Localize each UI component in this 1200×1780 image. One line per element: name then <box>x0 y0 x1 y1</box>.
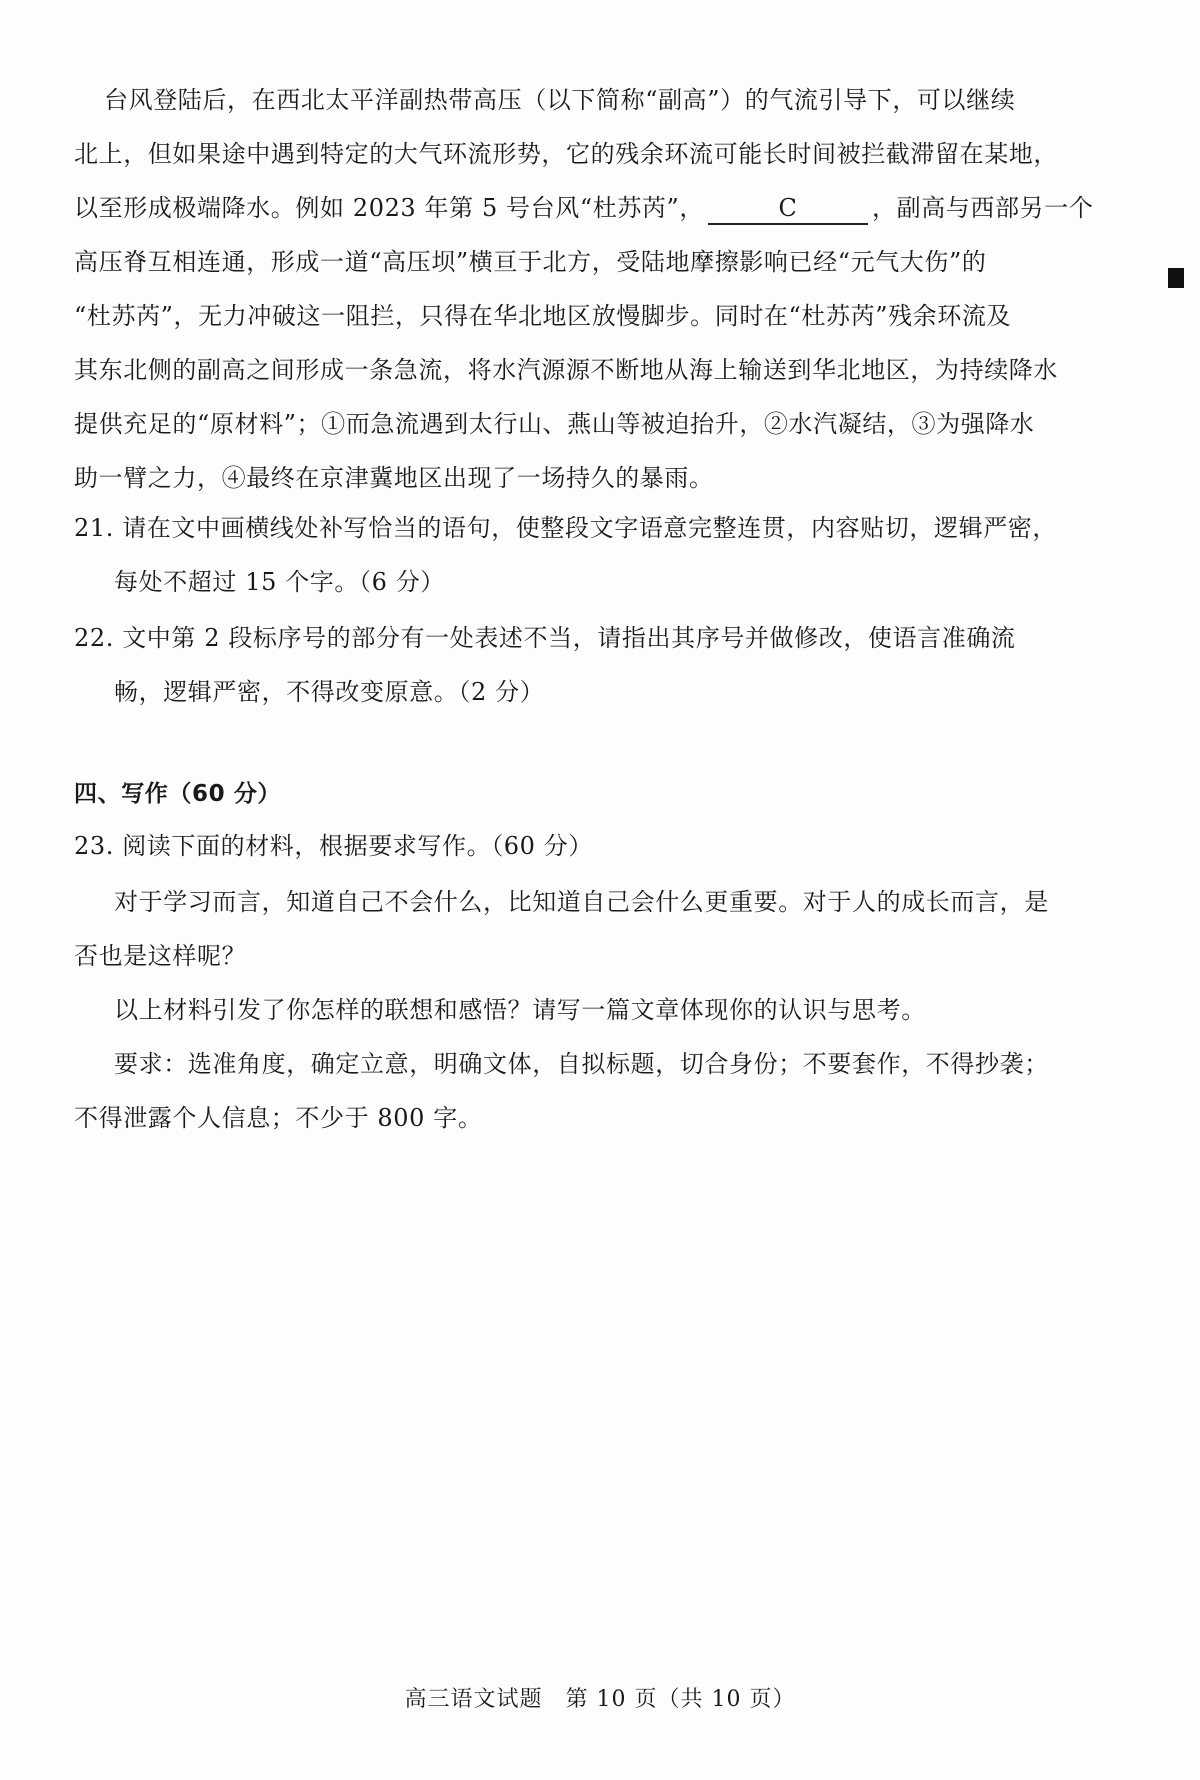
passage-line-3-head: 以至形成极端降水。例如 2023 年第 5 号台风“杜苏芮”， <box>74 194 705 222</box>
material-line-1: 对于学习而言，知道自己不会什么，比知道自己会什么更重要。对于人的成长而言，是 <box>114 888 1049 916</box>
requirements-line-1: 要求：选准角度，确定立意，明确文体，自拟标题，切合身份；不要套作，不得抄袭； <box>114 1050 1049 1078</box>
passage-line-5: “杜苏芮”，无力冲破这一阻拦，只得在华北地区放慢脚步。同时在“杜苏芮”残余环流及 <box>74 302 1012 330</box>
passage-line-7: 提供充足的“原材料”；①而急流遇到太行山、燕山等被迫抬升，②水汽凝结，③为强降水 <box>74 410 1035 438</box>
passage-line-6: 其东北侧的副高之间形成一条急流，将水汽源源不断地从海上输送到华北地区，为持续降水 <box>74 356 1058 384</box>
section-title-writing: 四、写作（60 分） <box>74 781 282 807</box>
passage-line-2: 北上，但如果途中遇到特定的大气环流形势，它的残余环流可能长时间被拦截滞留在某地， <box>74 140 1058 168</box>
passage-line-1: 台风登陆后，在西北太平洋副热带高压（以下简称“副高”）的气流引导下，可以继续 <box>104 86 1016 114</box>
question-22-line-1: 22. 文中第 2 段标序号的部分有一处表述不当，请指出其序号并做修改，使语言准确流 <box>74 624 1016 652</box>
question-22-line-2: 畅，逻辑严密，不得改变原意。（2 分） <box>114 678 545 706</box>
material-line-2: 否也是这样呢？ <box>74 942 247 970</box>
passage-line-3-tail: ，副高与西部另一个 <box>872 194 1094 222</box>
margin-marker <box>1168 268 1184 288</box>
passage-line-8: 助一臂之力，④最终在京津冀地区出现了一场持久的暴雨。 <box>74 464 714 492</box>
requirements-line-2: 不得泄露个人信息；不少于 800 字。 <box>74 1104 483 1132</box>
passage-line-4: 高压脊互相连通，形成一道“高压坝”横亘于北方，受陆地摩擦影响已经“元气大伤”的 <box>74 248 987 276</box>
question-21-line-2: 每处不超过 15 个字。（6 分） <box>114 568 445 596</box>
question-21-line-1: 21. 请在文中画横线处补写恰当的语句，使整段文字语意完整连贯，内容贴切，逻辑严密， <box>74 514 1057 542</box>
page-footer: 高三语文试题 第 10 页（共 10 页） <box>404 1687 796 1712</box>
passage-line-3 <box>74 192 1093 225</box>
writing-prompt: 以上材料引发了你怎样的联想和感悟？请写一篇文章体现你的认识与思考。 <box>114 996 926 1024</box>
question-23: 23. 阅读下面的材料，根据要求写作。（60 分） <box>74 832 593 860</box>
fill-in-blank-c: C <box>708 193 868 225</box>
